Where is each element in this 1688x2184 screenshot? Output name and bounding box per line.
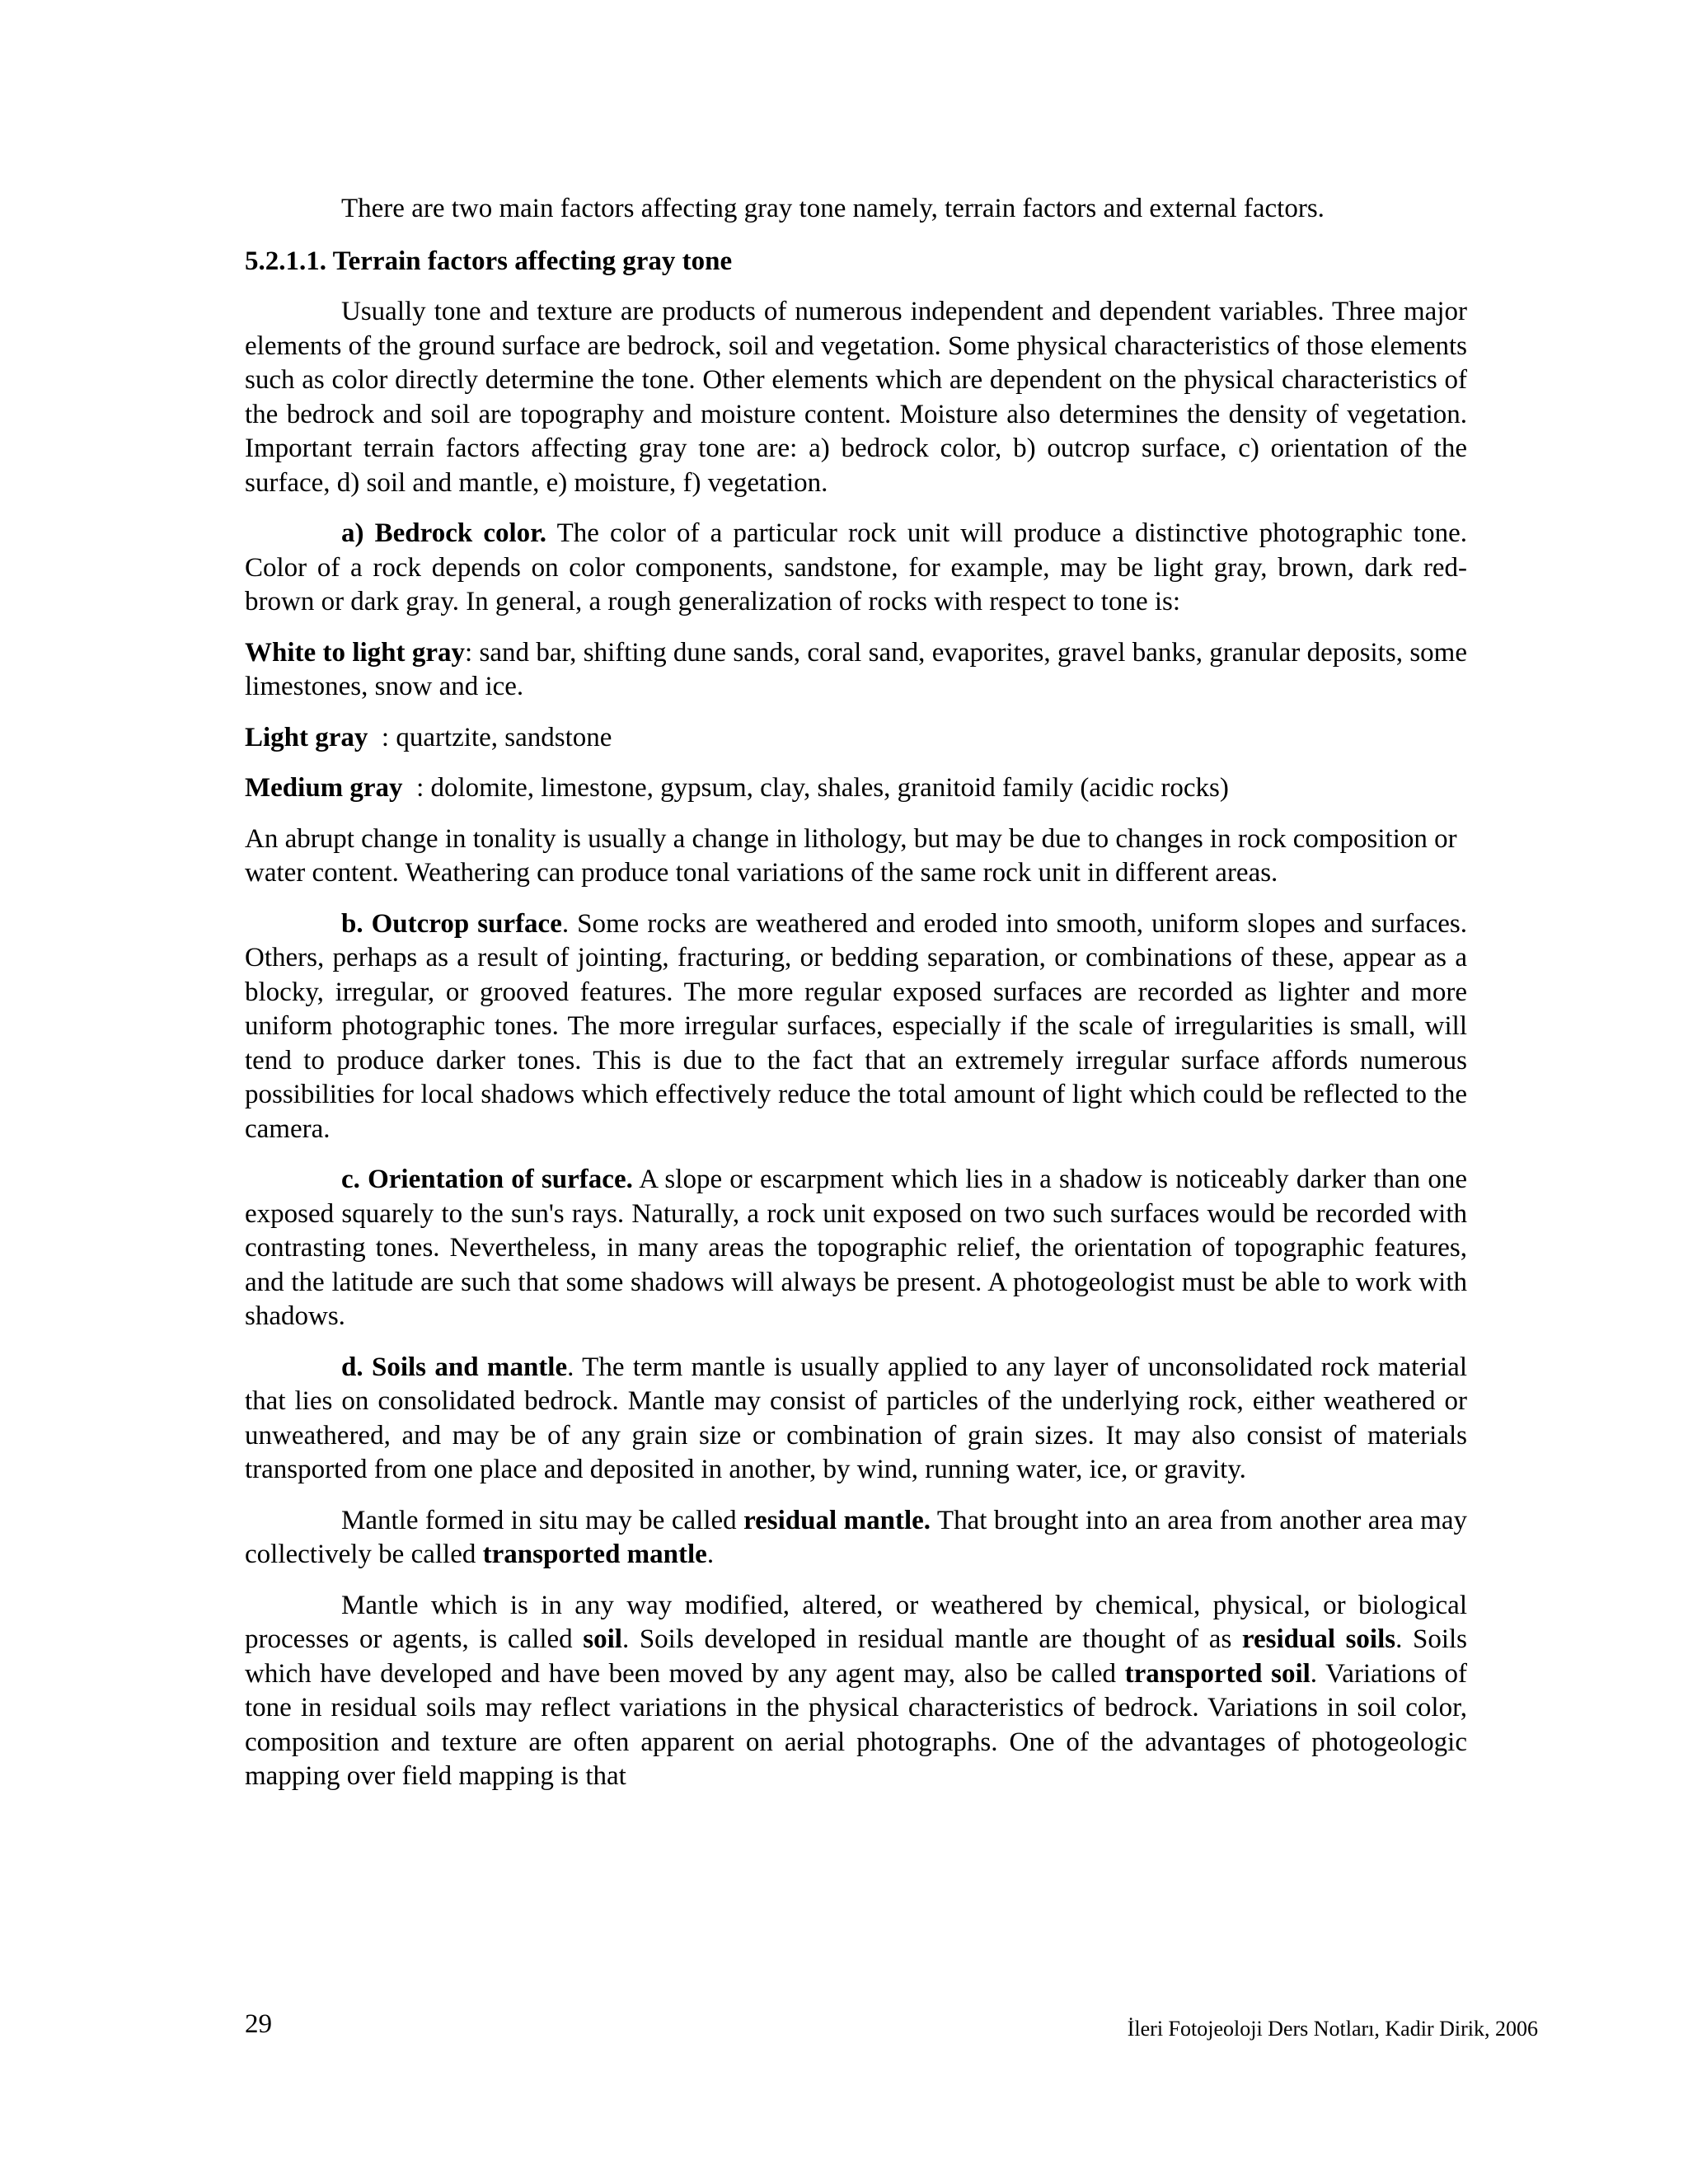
intro-paragraph: There are two main factors affecting gray tone namely, terrain factors and external factors. (341, 194, 1325, 223)
medium-gray-label: Medium gray (245, 773, 403, 803)
page-body (245, 192, 1467, 1811)
white-light-gray-label: White to light gray (245, 637, 465, 668)
abrupt-change-paragraph: An abrupt change in tonality is usually a change in lithology, but may be due to changes in rock composition or water content. Weathering can produce tonal variations of the same rock unit in different areas. (245, 823, 1457, 888)
light-gray-text: : quartzite, sandstone (368, 722, 612, 752)
mantle-modified-text-2: . Soils developed in residual mantle are thought of as (621, 1624, 1242, 1654)
orientation-text: A slope or escarpment which lies in a shadow is noticeably darker than one exposed squarely to the sun's rays. Naturally, a rock unit exposed on two such surfaces would be recorded with contrasting tones. Nevertheless, in many areas the topographic relief, the orientation of topographic features, and the latitude are such that some shadows will always be present. A photogeologist must be able to work with shadows. (245, 1165, 1467, 1331)
medium-gray-paragraph (245, 771, 1467, 806)
transported-soil-term: transported soil (1124, 1658, 1311, 1689)
residual-mantle-term: residual mantle. (743, 1505, 931, 1535)
soils-mantle-label: d. Soils and mantle (341, 1352, 568, 1382)
transported-mantle-term: transported mantle (482, 1540, 707, 1569)
footer-note: İleri Fotojeoloji Ders Notları, Kadir Dirik, 2006 (1127, 2017, 1538, 2041)
outcrop-surface-text: . Some rocks are weathered and eroded into smooth, uniform slopes and surfaces. Others, perhaps as a result of jointing, fracturing, or bedding separation, or combinations of these, appear as a blocky, irregular, or grooved features. The more regular exposed surfaces are recorded as lighter and more uniform photographic tones. The more irregular surfaces, especially if the scale of irregularities is small, will tend to produce darker tones. This is due to the fact that an extremely irregular surface affords numerous possibilities for local shadows which effectively reduce the total amount of light which could be reflected to the camera. (245, 908, 1467, 1144)
mantle-formed-text-1: Mantle formed in situ may be called (341, 1505, 744, 1535)
mantle-formed-paragraph (245, 1504, 1467, 1572)
section-heading: 5.2.1.1. Terrain factors affecting gray tone (245, 246, 733, 276)
white-light-gray-text: : sand bar, shifting dune sands, coral sand, evaporites, gravel banks, granular deposits, some limestones, snow and ice. (245, 637, 1467, 701)
soils-mantle-text: . The term mantle is usually applied to any layer of unconsolidated rock material that lies on consolidated bedrock. Mantle may consist of particles of the underlying rock, either weathered or unweathered, and may be of any grain size or combination of grain sizes. It may also consist of materials transported from one place and deposited in another, by wind, running water, ice, or gravity. (245, 1352, 1467, 1484)
mantle-formed-text-2: That brought into an area from another area may collectively be called (245, 1505, 1468, 1569)
mantle-modified-paragraph (245, 1589, 1467, 1794)
white-light-gray-paragraph (245, 636, 1467, 705)
terrain-paragraph: Usually tone and texture are products of numerous independent and dependent variables. Three major elements of the ground surface are bedrock, soil and vegetation. Some physical characteristics of those elements such as color directly determine the tone. Other elements which are dependent on the physical characteristics of the bedrock and soil are topography and moisture content. Moisture also determines the density of vegetation. Important terrain factors affecting gray tone are: a) bedrock color, b) outcrop surface, c) orientation of the surface, d) soil and mantle, e) moisture, f) vegetation. (245, 297, 1467, 498)
outcrop-surface-paragraph (245, 907, 1467, 1147)
mantle-modified-text-3: . Soils which have developed and have been moved by any agent may, also be called (245, 1624, 1468, 1689)
orientation-label: c. Orientation of surface. (341, 1165, 633, 1194)
soil-term: soil (583, 1624, 622, 1654)
residual-soils-term: residual soils (1241, 1624, 1396, 1654)
mantle-formed-text-3: . (706, 1540, 715, 1569)
soils-mantle-paragraph (245, 1351, 1467, 1488)
bedrock-color-text: The color of a particular rock unit will produce a distinctive photographic tone. Color of a rock depends on color components, sandstone, for example, may be light gray, brown, dark red-brown or dark gray. In general, a rough generalization of rocks with respect to tone is: (245, 518, 1468, 616)
outcrop-surface-label: b. Outcrop surface (341, 908, 562, 939)
medium-gray-text: : dolomite, limestone, gypsum, clay, shales, granitoid family (acidic rocks) (402, 773, 1229, 803)
page-number: 29 (245, 2009, 272, 2039)
orientation-paragraph (245, 1163, 1467, 1334)
mantle-modified-text-4: . Variations of tone in residual soils may reflect variations in the physical characteristics of bedrock. Variations in soil color, composition and texture are often apparent on aerial photographs. One of the advantages of photogeologic mapping over field mapping is that (245, 1658, 1468, 1791)
bedrock-color-paragraph (245, 517, 1467, 620)
light-gray-label: Light gray (245, 722, 368, 752)
mantle-modified-text-1: Mantle which is in any way modified, altered, or weathered by chemical, physical, or biological processes or agents, is called (245, 1590, 1467, 1654)
bedrock-color-label: a) Bedrock color. (341, 518, 547, 548)
light-gray-paragraph (245, 721, 1467, 756)
